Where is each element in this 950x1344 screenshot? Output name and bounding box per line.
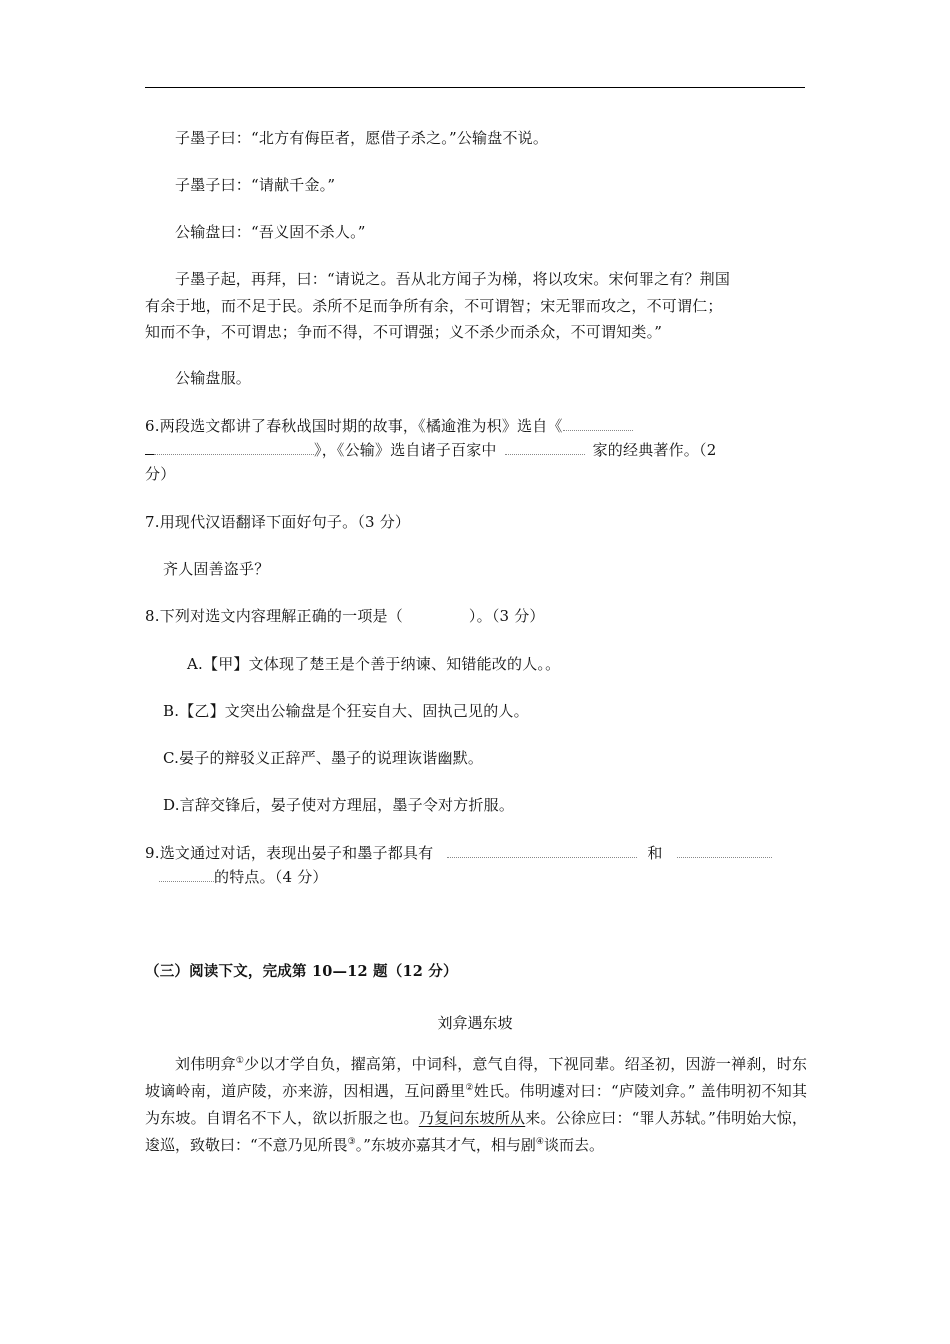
dialogue-line-2: 子墨子曰：“请献千金。” — [175, 176, 336, 194]
q8-option-b: B.【乙】文突出公输盘是个狂妄自大、固执己见的人。 — [163, 702, 529, 720]
section-3-heading: （三）阅读下文，完成第 10—12 题（12 分） — [145, 963, 458, 980]
q6-text-3: 家的经典著作。（2 — [592, 441, 717, 459]
passage-text-6: 谈而去。 — [544, 1136, 605, 1154]
q9-text-2: 和 — [647, 844, 663, 862]
note-marker-2: ② — [465, 1083, 474, 1093]
q9-blank-2a[interactable] — [677, 843, 772, 858]
q9-text-1: 9.选文通过对话，表现出晏子和墨子都具有 — [145, 844, 434, 862]
q8-text-a: 8.下列对选文内容理解正确的一项是（ — [145, 607, 403, 625]
mozi-speech-line-2: 有余于地，而不足于民。杀所不足而争所有余，不可谓智；宋无罪而攻之，不可谓仁； — [145, 297, 723, 315]
q6-text-1: 6.两段选文都讲了春秋战国时期的故事，《橘逾淮为枳》选自《 — [145, 417, 563, 435]
passage-text-3: 姓氏。伟明遽对曰：“庐陵刘弇。” 盖伟明初不知其为东坡。自谓名不下人，欲以折服之也。 — [145, 1082, 807, 1127]
q6-blank-start — [145, 440, 154, 455]
note-marker-3: ③ — [347, 1137, 356, 1147]
underlined-phrase: 乃复问东坡所从 — [418, 1109, 526, 1127]
q6-blank-2[interactable] — [505, 440, 585, 455]
passage-text-2: 少以才学自负，擢高第，中词科，意气自得，下视同辈。绍圣初，因游一禅刹，时东坡谪岭南，道庐陵，亦来游，因相遇，互问爵里 — [145, 1055, 807, 1100]
note-marker-4: ④ — [535, 1137, 544, 1147]
q6-text-2: 》，《公输》选自诸子百家中 — [314, 441, 497, 459]
q6-points-end: 分） — [145, 465, 176, 483]
passage-text-5: 。”东坡亦嘉其才气，相与剧 — [355, 1136, 536, 1154]
q9-text-3: 的特点。（4 分） — [214, 868, 328, 886]
q8-text-b: ）。（3 分） — [468, 607, 545, 625]
header-rule — [145, 87, 805, 88]
q8-option-a: A.【甲】文体现了楚王是个善于纳谏、知错能改的人。。 — [187, 655, 561, 673]
passage-body — [145, 1051, 807, 1159]
question-9-cont — [145, 867, 810, 887]
q9-blank-2b[interactable] — [159, 867, 214, 882]
passage-text-4: 来。公徐应曰：“罪人苏轼。”伟明始大惊，逡巡，致敬曰：“不意乃见所畏 — [145, 1109, 807, 1154]
q6-blank-1a[interactable] — [563, 416, 633, 431]
gongshu-submits: 公输盘服。 — [175, 369, 252, 387]
dialogue-line-3: 公输盘曰：“吾义固不杀人。” — [175, 223, 366, 241]
mozi-speech-line-3: 知而不争，不可谓忠；争而不得，不可谓强；义不杀少而杀众，不可谓知类。” — [145, 323, 663, 341]
dialogue-line-1: 子墨子曰：“北方有侮臣者，愿借子杀之。”公输盘不说。 — [175, 129, 549, 147]
question-7: 7.用现代汉语翻译下面好句子。（3 分） — [145, 513, 411, 531]
question-8 — [145, 606, 810, 626]
q7-sentence: 齐人固善盗乎？ — [163, 560, 270, 578]
q8-option-c: C.晏子的辩驳义正辞严、墨子的说理诙谐幽默。 — [163, 749, 484, 767]
q8-option-d: D.言辞交锋后，晏子使对方理屈，墨子令对方折服。 — [163, 796, 515, 814]
q9-blank-1[interactable] — [447, 843, 637, 858]
q6-blank-1b[interactable] — [154, 440, 314, 455]
question-6-cont — [145, 440, 810, 460]
note-marker-1: ① — [235, 1056, 245, 1066]
passage-text-1: 刘伟明弇 — [175, 1055, 236, 1073]
question-6 — [145, 416, 810, 436]
question-9 — [145, 843, 810, 863]
passage-title: 刘弇遇东坡 — [437, 1014, 513, 1032]
mozi-speech-line-1: 子墨子起，再拜，曰：“请说之。吾从北方闻子为梯，将以攻宋。宋何罪之有？荆国 — [175, 270, 731, 288]
